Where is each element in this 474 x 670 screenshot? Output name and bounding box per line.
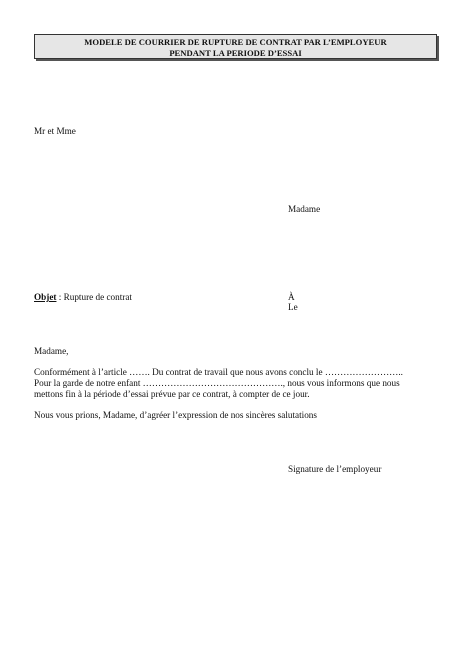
subject-line [34,292,132,303]
place-label: À [288,292,295,302]
subject-separator: : [56,292,64,302]
body-paragraph-line-3: mettons fin à la période d’essai prévue par ce contrat, à compter de ce jour. [34,388,310,399]
subject-text: Rupture de contrat [63,292,132,302]
salutation: Madame, [34,346,69,356]
document-title-line-2: PENDANT LA PERIODE D’ESSAI [169,47,302,58]
body-paragraph-line-1: Conformément à l’article ……. Du contrat de travail que nous avons conclu le …………………….. [34,367,403,377]
document-title-box [34,34,437,59]
recipient-name: Madame [288,204,321,214]
closing-formula: Nous vous prions, Madame, d’agréer l’expression de nos sincères salutations [34,410,317,420]
body-paragraph [34,367,403,399]
body-paragraph-line-2: Pour la garde de notre enfant ………………………………………., nous vous informons que nous [34,377,400,388]
sender-name: Mr et Mme [34,126,76,136]
employer-signature: Signature de l’employeur [288,464,382,474]
subject-label: Objet [34,292,57,302]
document-title-line-1: MODELE DE COURRIER DE RUPTURE DE CONTRAT PAR L’EMPLOYEUR [84,37,387,47]
date-label: Le [288,302,298,312]
